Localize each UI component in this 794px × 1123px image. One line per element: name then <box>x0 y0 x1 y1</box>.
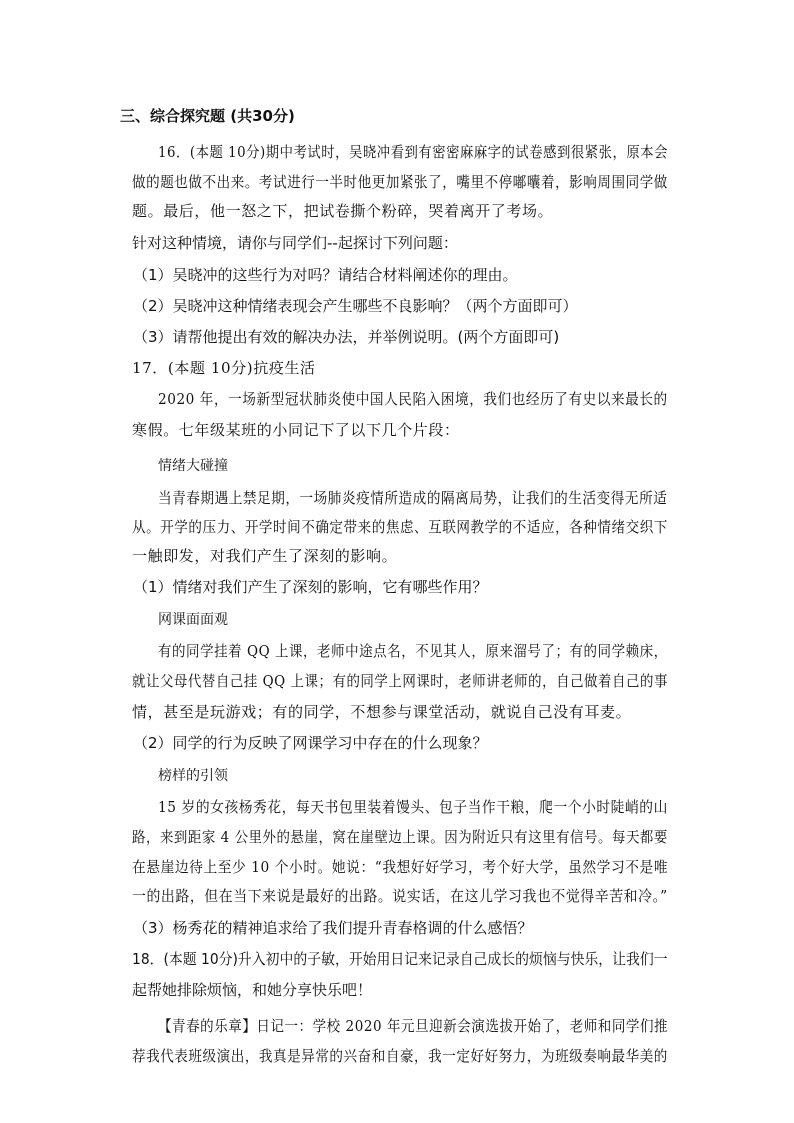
q17-part3-label: 榜样的引领 <box>158 768 228 784</box>
q17-part3-question: （3）杨秀花的精神追求给了我们提升青春格调的什么感悟？ <box>133 919 533 937</box>
q16-question-2: （2）吴晓冲这种情绪表现会产生哪些不良影响？（两个方面即可） <box>133 297 578 315</box>
q17-part3-line-4: 一的出路，但在当下来说是最好的出路。说实话，在这儿学习我也不觉得辛苦和冷。” <box>132 887 668 905</box>
q18-diary-line-1: 【青春的乐章】日记一：学校 2020 年元旦迎新会演选拔开始了，老师和同学们推 <box>158 1017 669 1035</box>
q17-part2-question: （2）同学的行为反映了网课学习中存在的什么现象？ <box>133 734 488 752</box>
q17-part3-line-2: 路，来到距家 4 公里外的悬崖，窝在崖壁边上课。因为附近只有这里有信号。每天都要 <box>132 828 668 846</box>
q17-part1-question: （1）情绪对我们产生了深刻的影响，它有哪些作用？ <box>133 578 488 596</box>
q17-part2-line-3: 情，甚至是玩游戏；有的同学，不想参与课堂活动，就说自己没有耳麦。 <box>132 703 632 721</box>
q16-question-1: （1）吴晓冲的这些行为对吗？请结合材料阐述你的理由。 <box>133 266 518 284</box>
q18-header-line-2: 起帮她排除烦恼，和她分享快乐吧！ <box>132 981 373 999</box>
q17-part1-label: 情绪大碰撞 <box>158 458 228 474</box>
q17-part2-line-1: 有的同学挂着 QQ 上课，老师中途点名，不见其人，原来溜号了；有的同学赖床， <box>158 642 668 660</box>
q17-intro-line-1: 2020 年，一场新型冠状肺炎使中国人民陷入困境，我们也经历了有史以来最长的 <box>158 390 668 408</box>
q16-question-3: （3）请帮他提出有效的解决办法，并举例说明。(两个方面即可) <box>133 328 560 346</box>
q16-header-line-3: 题。最后，他一怒之下，把试卷撕个粉碎，哭着离开了考场。 <box>132 202 554 220</box>
q17-part1-line-1: 当青春期遇上禁足期，一场肺炎疫情所造成的隔离局势，让我们的生活变得无所适 <box>158 489 668 507</box>
q17-part3-line-1: 15 岁的女孩杨秀花，每天书包里装着馒头、包子当作干粮，爬一个小时陡峭的山 <box>158 798 668 816</box>
q17-part1-line-2: 从。开学的压力、开学时间不确定带来的焦虑、互联网教学的不适应，各种情绪交织下 <box>132 518 668 536</box>
q17-header: 17．(本题 10分)抗疫生活 <box>132 359 316 377</box>
q16-header-line-1: 16．(本题 10分)期中考试时，吴晓冲看到有密密麻麻字的试卷感到很紧张，原本会 <box>158 143 668 161</box>
q16-prompt: 针对这种情境，请你与同学们--起探讨下列问题： <box>132 234 458 252</box>
q17-intro-line-2: 寒假。七年级某班的小同记下了以下几个片段： <box>132 421 460 439</box>
section-title: 三、综合探究题 (共30分) <box>120 107 295 125</box>
q18-header-line-1: 18．(本题 10分)升入初中的子敏，开始用日记来记录自己成长的烦恼与快乐，让我们一 <box>132 950 668 968</box>
q17-part1-line-3: 一触即发，对我们产生了深刻的影响。 <box>132 547 398 565</box>
q17-part2-line-2: 就让父母代替自己挂 QQ 上课；有的同学上网课时，老师讲老师的，自己做着自己的事 <box>132 672 668 690</box>
q17-part2-label: 网课面面观 <box>158 612 228 628</box>
q16-header-line-2: 做的题也做不出来。考试进行一半时他更加紧张了，嘴里不停嘟囔着，影响周围同学做 <box>132 173 668 191</box>
q17-part3-line-3: 在悬崖边待上至少 10 个小时。她说：“我想好好学习，考个好大学，虽然学习不是唯 <box>132 858 669 876</box>
q18-diary-line-2: 荐我代表班级演出，我真是异常的兴奋和自豪，我一定好好努力，为班级奏响最华美的 <box>132 1047 668 1065</box>
